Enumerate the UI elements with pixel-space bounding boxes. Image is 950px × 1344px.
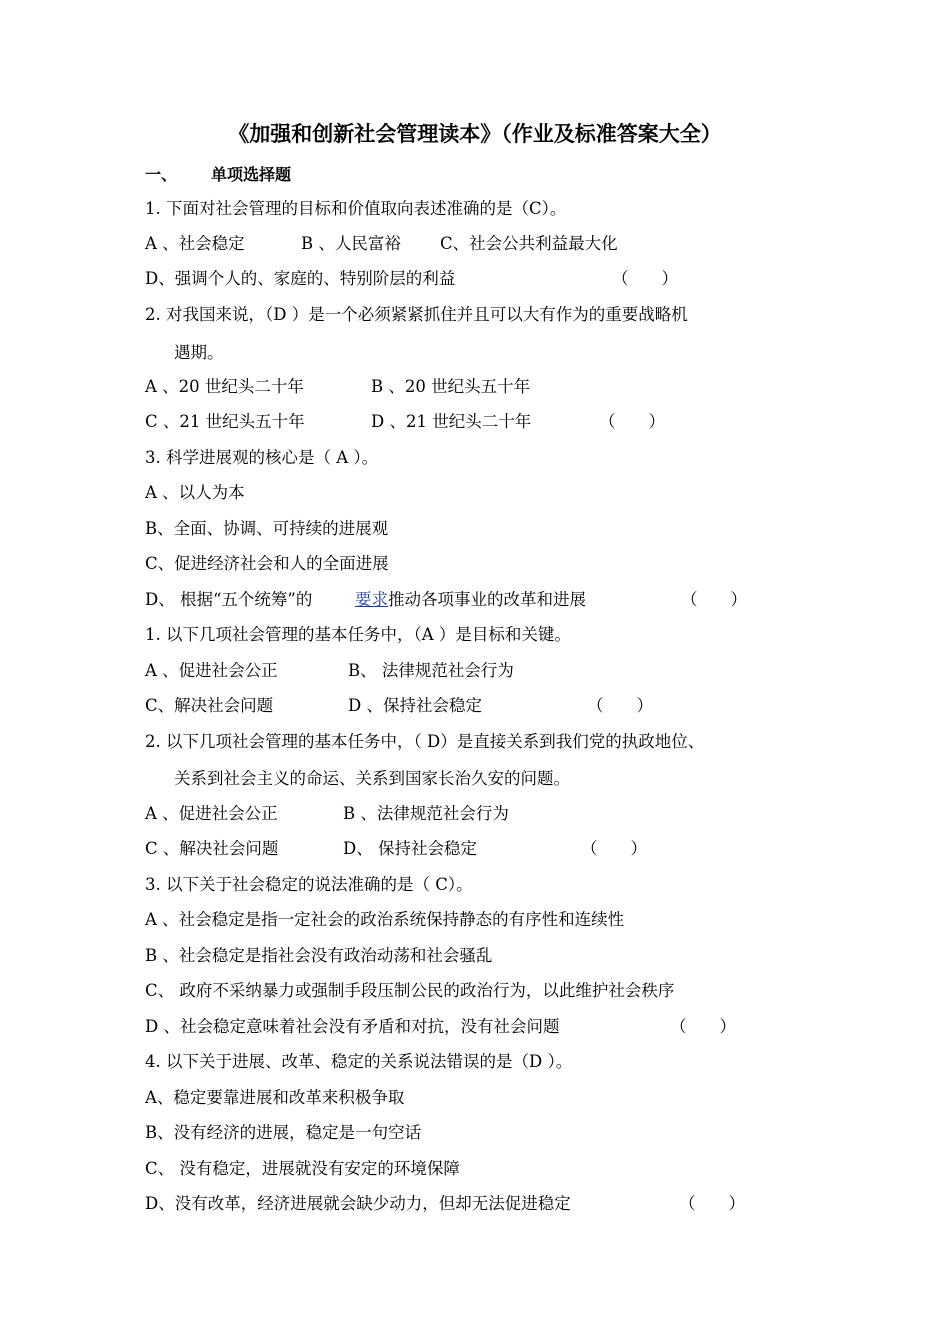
options-line: A 、社会稳定是指一定社会的政治系统保持静态的有序性和连续性 (145, 910, 625, 929)
question-line-continued: 关系到社会主义的命运、关系到国家长治久安的问题。 (174, 769, 570, 788)
document-page: 《加强和创新社会管理读本》（作业及标准答案大全） 一、 单项选择题 1. 下面对社会管理的目标和价值取向表述准确的是（C）。 A 、社会稳定 B 、人民富裕 C、社会公共利益最大化 D、强调个人的、家庭的、特别阶层的利益 （ ） 2. 对我国来说，（D ）是一个必须紧紧抓住并且可以大有作为的重要战略机 遇期。 A 、20 世纪头二十年 B 、20 世纪头五十年 C 、21 世纪头五十年 D 、21 世纪头二十年 （ ） 3. 科学进展观的核心是（ A ）。 A 、以人为本 B、全面、协调、可持续的进展观 C、促进经济社会和人的全面进展 D、 根据“五个统筹”的 要求推动各项事业的改革和进展 （ ） 1. 以下几项社会管理的基本任务中，（A ）是目标和关键。 A 、促进社会公正 B、 法律规范社会行为 C、解决社会问题 D 、保持社会稳定 （ ） 2. 以下几项社会管理的基本任务中，（ D）是直接关系到我们党的执政地位、 关系到社会主义的命运、关系到国家长治久安的问题。 A 、促进社会公正 B 、法律规范社会行为 C 、解决社会问题 D、 保持社会稳定 （ ） 3. 以下关于社会稳定的说法准确的是（ C）。 A 、社会稳定是指一定社会的政治系统保持静态的有序性和连续性 B 、社会稳定是指社会没有政治动荡和社会骚乱 C、 政府不采纳暴力或强制手段压制公民的政治行为，以此维护社会秩序 D 、社会稳定意味着社会没有矛盾和对抗，没有社会问题 （ ） 4. 以下关于进展、改革、稳定的关系说法错误的是（D ）。 A、稳定要靠进展和改革来积极争取 B、没有经济的进展，稳定是一句空话 C、 没有稳定，进展就没有安定的环境保障 D、没有改革，经济进展就会缺少动力，但却无法促进稳定 （ ） (0, 0, 950, 1344)
answer-blank: （ ） (681, 590, 747, 609)
options-line: B、没有经济的进展，稳定是一句空话 (145, 1123, 422, 1142)
question-line: 3. 以下关于社会稳定的说法准确的是（ C）。 (145, 875, 473, 894)
question-line: 4. 以下关于进展、改革、稳定的关系说法错误的是（D ）。 (145, 1052, 573, 1071)
options-line: C、 政府不采纳暴力或强制手段压制公民的政治行为，以此维护社会秩序 (145, 981, 675, 1000)
section-heading (145, 162, 291, 185)
question-line-continued: 遇期。 (174, 343, 224, 362)
section-label: 单项选择题 (211, 165, 292, 184)
question-line: 2. 对我国来说，（D ）是一个必须紧紧抓住并且可以大有作为的重要战略机 (145, 305, 688, 324)
answer-blank: （ ） (679, 1194, 745, 1213)
document-title: 《加强和创新社会管理读本》（作业及标准答案大全） (228, 121, 722, 146)
options-line: A 、以人为本 (145, 483, 245, 502)
options-line: B 、社会稳定是指社会没有政治动荡和社会骚乱 (145, 946, 493, 965)
question-line: 2. 以下几项社会管理的基本任务中，（ D）是直接关系到我们党的执政地位、 (145, 732, 705, 751)
answer-blank: （ ） (670, 1017, 736, 1036)
question-line: 1. 下面对社会管理的目标和价值取向表述准确的是（C）。 (145, 199, 567, 218)
options-line: C、 没有稳定，进展就没有安定的环境保障 (145, 1159, 460, 1178)
options-line: A、稳定要靠进展和改革来积极争取 (145, 1088, 405, 1107)
options-line: C、促进经济社会和人的全面进展 (145, 554, 389, 573)
answer-blank: （ ） (587, 696, 653, 715)
requirement-link[interactable]: 要求推动各项事业的改革和进展 (355, 590, 586, 609)
question-line: 1. 以下几项社会管理的基本任务中，（A ）是目标和关键。 (145, 625, 571, 644)
answer-blank: （ ） (599, 412, 665, 431)
answer-blank: （ ） (612, 269, 678, 288)
answer-blank: （ ） (581, 839, 647, 858)
question-line: 3. 科学进展观的核心是（ A ）。 (145, 448, 379, 467)
section-number: 一、 (145, 165, 178, 184)
options-line: B、全面、协调、可持续的进展观 (145, 519, 389, 538)
